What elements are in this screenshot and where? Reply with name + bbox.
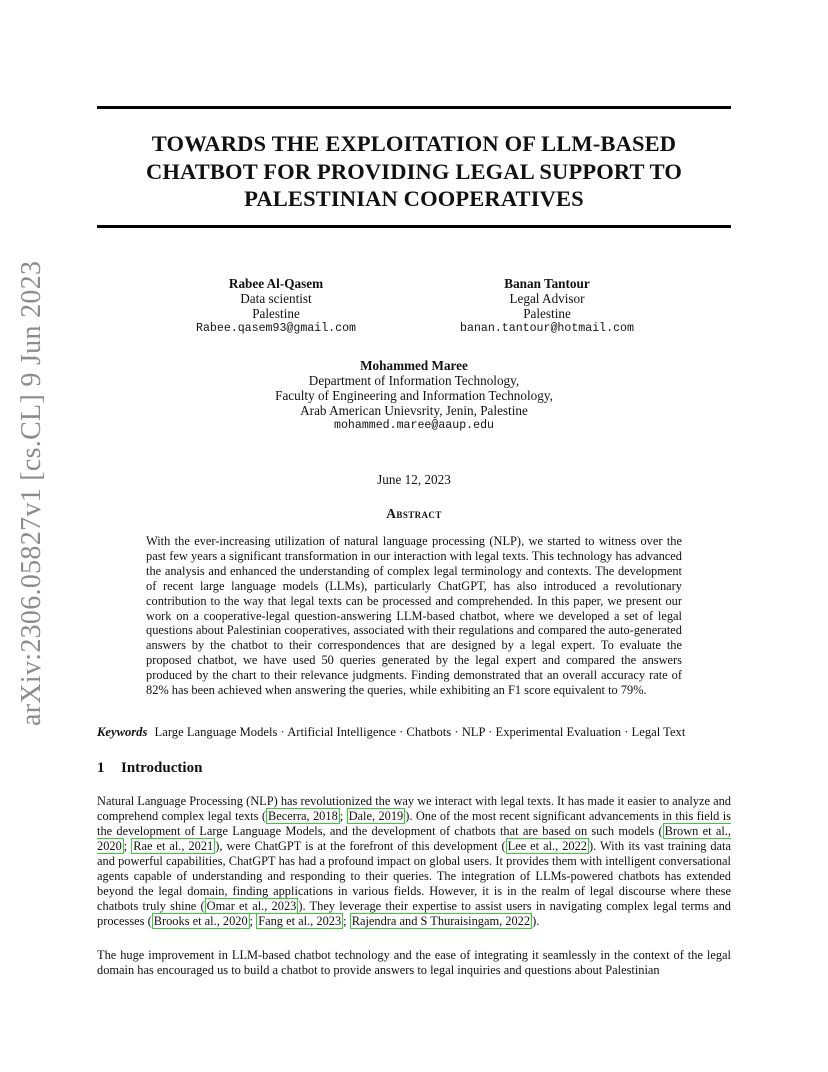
paragraph-text: Natural Language Processing (NLP) has revolutionized the way we interact with legal texts. It has made it easier to analyze and comprehend complex legal texts ( xyxy=(97,794,731,823)
keywords-label: Keywords xyxy=(97,725,148,739)
author-email[interactable]: banan.tantour@hotmail.com xyxy=(460,322,634,335)
author-department: Department of Information Technology, xyxy=(308,373,520,388)
author-name: Mohammed Maree xyxy=(360,358,468,373)
paragraph-text: ; xyxy=(343,914,350,928)
abstract-text: With the ever-increasing utilization of natural language processing (NLP), we started to witness over the past few years a significant transformation in our interaction with legal texts. This technology has advanced the analysis and enhanced the understanding of complex legal terminology and contexts. The development of recent large language models (LLMs), particularly ChatGPT, has also introduced a revolutionary contribution to the way that legal texts can be processed and comprehended. In this paper, we present our work on a cooperative-legal question-answering LLM-based chatbot, where we developed a set of legal questions about Palestinian cooperatives, associated with their regulations and compared the auto-generated answers by the chatbot to their correspondences that are designed by a legal expert. To evaluate the proposed chatbot, we have used 50 queries generated by the legal expert and compared the answers produced by the chart to their relevance judgments. Finding demonstrated that an overall accuracy rate of 82% has been achieved when answering the queries, while exhibiting an F1 score equivalent to 79%. xyxy=(146,534,682,698)
section-number: 1 xyxy=(97,760,105,776)
author-faculty: Faculty of Engineering and Information Technology, xyxy=(275,388,553,403)
citation-link[interactable]: Dale, 2019 xyxy=(348,809,404,823)
author-role: Data scientist xyxy=(240,291,312,306)
paragraph-text: ; xyxy=(339,809,347,823)
author-university: Arab American Unievsrity, Jenin, Palestine xyxy=(300,403,528,418)
author-block-2 xyxy=(437,276,657,336)
citation-link[interactable]: Rajendra and S Thuraisingam, 2022 xyxy=(351,914,531,928)
arxiv-sidebar-stamp: arXiv:2306.05827v1 [cs.CL] 9 Jun 2023 xyxy=(16,260,47,726)
author-name: Rabee Al-Qasem xyxy=(228,276,324,291)
paragraph-text: ). One of the most recent significant advancements in this field is the development of Large Language Models, and the development of chatbots that are based on such models ( xyxy=(97,809,731,838)
keywords-list: Large Language Models · Artificial Intelligence · Chatbots · NLP · Experimental Evaluation · Legal Text xyxy=(154,725,686,739)
citation-link[interactable]: Fang et al., 2023 xyxy=(258,914,342,928)
author-block-1 xyxy=(176,276,376,336)
author-location: Palestine xyxy=(523,306,571,321)
paper-date: June 12, 2023 xyxy=(377,472,451,487)
paragraph-text: ), were ChatGPT is at the forefront of this development ( xyxy=(215,839,506,853)
title-top-rule xyxy=(97,106,731,109)
author-block-3 xyxy=(214,358,614,433)
paragraph-text: ). xyxy=(532,914,540,928)
intro-paragraph-2: The huge improvement in LLM-based chatbot technology and the ease of integrating it seamlessly in the context of the legal domain has encouraged us to build a chatbot to provide answers to legal inquiries and questions about Palestinian xyxy=(97,948,731,977)
author-role: Legal Advisor xyxy=(509,291,585,306)
intro-paragraph-1 xyxy=(97,794,731,929)
keywords-line xyxy=(97,724,737,740)
author-name: Banan Tantour xyxy=(504,276,590,291)
abstract-heading: Abstract xyxy=(386,506,442,521)
author-location: Palestine xyxy=(252,306,300,321)
citation-link[interactable]: Brooks et al., 2020 xyxy=(153,914,248,928)
paragraph-text: ). They leverage their expertise to assist users in navigating complex legal terms and processes ( xyxy=(97,899,732,928)
citation-link[interactable]: Rae et al., 2021 xyxy=(133,839,214,853)
citation-link[interactable]: Brown et al., 2020 xyxy=(97,824,731,853)
section-title: Introduction xyxy=(121,760,203,776)
citation-link[interactable]: Lee et al., 2022 xyxy=(507,839,587,853)
citation-link[interactable]: Omar et al., 2023 xyxy=(206,899,297,913)
paragraph-text: ). With its vast training data and powerful capabilities, ChatGPT has had a profound impact on global users. It provides them with intelligent conversational agents capable of understanding and responding to their queries. The integration of LLMs-powered chatbots has extended beyond the legal domain, finding applications in various fields. However, it is in the realm of legal discourse where these chatbots truly shine ( xyxy=(97,839,731,913)
paragraph-text: ; xyxy=(123,839,132,853)
paper-title: TOWARDS THE EXPLOITATION OF LLM-BASED CHATBOT FOR PROVIDING LEGAL SUPPORT TO PALESTINIAN COOPERATIVES xyxy=(145,131,683,211)
paragraph-text: ; xyxy=(249,914,257,928)
section-heading xyxy=(97,760,202,777)
author-email[interactable]: Rabee.qasem93@gmail.com xyxy=(195,322,357,335)
citation-link[interactable]: Becerra, 2018 xyxy=(268,809,338,823)
author-email[interactable]: mohammed.maree@aaup.edu xyxy=(333,419,495,432)
title-bottom-rule xyxy=(97,225,731,228)
